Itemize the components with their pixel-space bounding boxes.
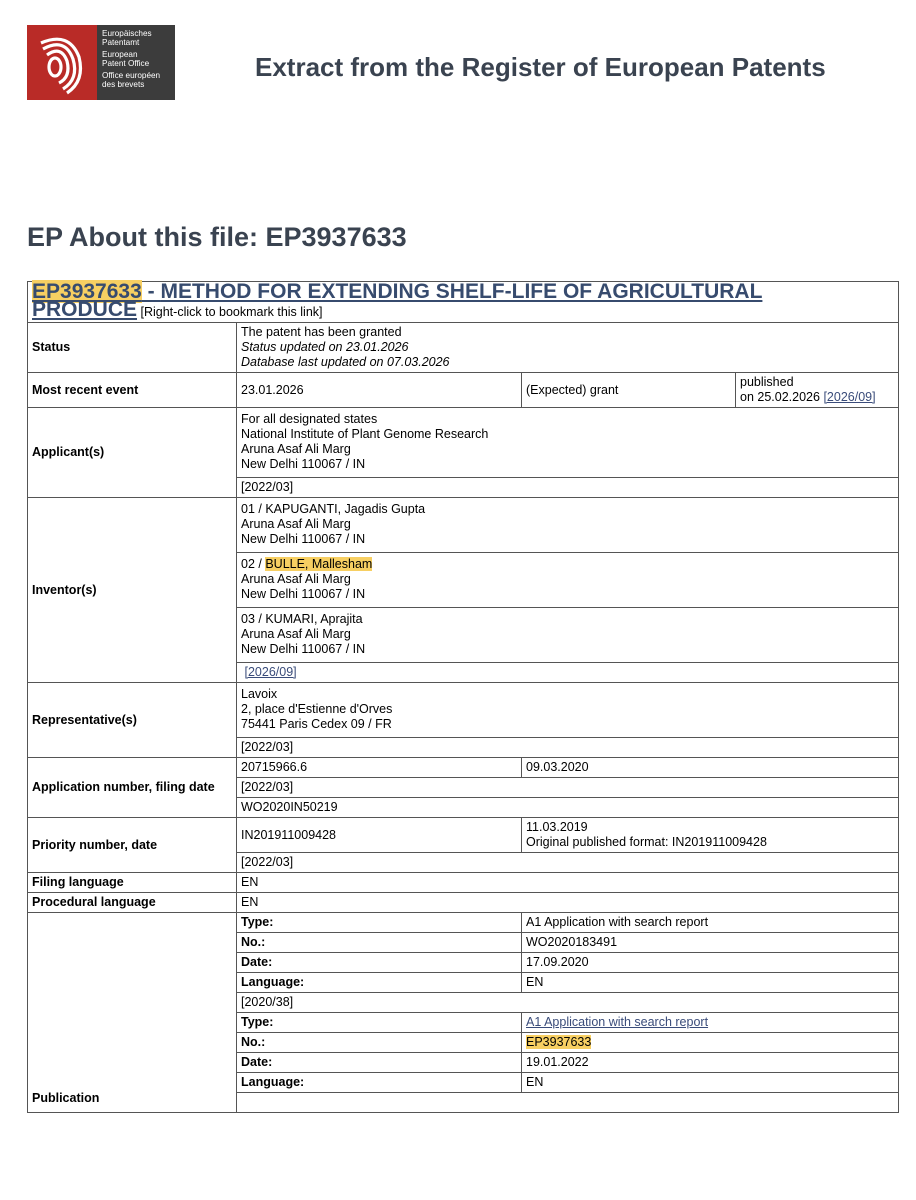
- inventor-ref: [237, 663, 899, 683]
- applicant-value: [237, 408, 899, 478]
- procedural-language-label: Procedural language: [28, 893, 237, 913]
- published-date: on 25.02.2026: [740, 390, 820, 404]
- pub-date-label: Date:: [237, 953, 522, 973]
- pub-no-label: No.:: [237, 1033, 522, 1053]
- inventor-address: Aruna Asaf Ali Marg: [241, 517, 351, 531]
- recent-event-date: 23.01.2026: [237, 373, 522, 408]
- pub-language-label: Language:: [237, 1073, 522, 1093]
- inventor-entry: [237, 553, 899, 608]
- patent-title-part2[interactable]: PRODUCE: [32, 298, 138, 321]
- inventor-address: New Delhi 110067 / IN: [241, 642, 366, 656]
- recent-event-published: [736, 373, 899, 408]
- pub-type-value: [522, 1013, 899, 1033]
- published-label: published: [740, 375, 794, 389]
- procedural-language-value: EN: [237, 893, 899, 913]
- application-wo-number: WO2020IN50219: [237, 798, 899, 818]
- priority-row: [28, 818, 899, 853]
- priority-date: 11.03.2019: [526, 820, 588, 834]
- logo-line: Patentamt: [102, 38, 140, 48]
- procedural-language-row: [28, 893, 899, 913]
- inventor-entry: [237, 498, 899, 553]
- priority-label: Priority number, date: [28, 818, 237, 873]
- priority-original-format: Original published format: IN201911009428: [526, 835, 767, 849]
- bulletin-link[interactable]: [2026/09]: [823, 390, 876, 404]
- applicant-row: [28, 408, 899, 478]
- pub-type-label: Type:: [237, 913, 522, 933]
- application-number: 20715966.6: [237, 758, 522, 778]
- logo-line: Office européen: [102, 70, 161, 80]
- database-updated: Database last updated on 07.03.2026: [241, 355, 450, 369]
- inventor-name-highlighted: BULLE, Mallesham: [265, 557, 373, 571]
- status-label: Status: [28, 323, 237, 373]
- patent-number[interactable]: EP3937633: [32, 280, 142, 303]
- applicant-label: Applicant(s): [28, 408, 237, 498]
- pub-type-link[interactable]: A1 Application with search report: [526, 1015, 709, 1029]
- section-title: EP About this file: EP3937633: [27, 222, 407, 252]
- inventor-address: New Delhi 110067 / IN: [241, 587, 366, 601]
- logo-line: Europäisches: [102, 29, 152, 38]
- recent-event-row: [28, 373, 899, 408]
- pub-no-value: WO2020183491: [522, 933, 899, 953]
- inventor-prefix: 03 /: [241, 612, 266, 626]
- pub-language-label: Language:: [237, 973, 522, 993]
- representative-ref: [2022/03]: [237, 738, 899, 758]
- applicant-line: Aruna Asaf Ali Marg: [241, 442, 351, 456]
- recent-event-name: (Expected) grant: [522, 373, 736, 408]
- status-updated: Status updated on 23.01.2026: [241, 340, 409, 354]
- filing-language-row: [28, 873, 899, 893]
- pub-date-value: 19.01.2022: [522, 1053, 899, 1073]
- representative-name: Lavoix: [241, 687, 278, 701]
- representative-address: 75441 Paris Cedex 09 / FR: [241, 717, 392, 731]
- application-ref: [2022/03]: [237, 778, 899, 798]
- pub-date-value: 17.09.2020: [522, 953, 899, 973]
- pub-date-label: Date:: [237, 1053, 522, 1073]
- applicant-line: New Delhi 110067 / IN: [241, 457, 366, 471]
- epo-logo-text: [97, 25, 175, 100]
- epo-swirl-icon: [33, 31, 93, 95]
- application-label: Application number, filing date: [28, 758, 237, 818]
- inventor-address: Aruna Asaf Ali Marg: [241, 572, 351, 586]
- status-row: [28, 323, 899, 373]
- publication-label: [28, 913, 237, 1113]
- inventor-prefix: 02 /: [241, 557, 266, 571]
- priority-number: IN201911009428: [237, 818, 522, 853]
- publication-ref: [2020/38]: [237, 993, 899, 1013]
- status-value: [237, 323, 899, 373]
- status-line: The patent has been granted: [241, 325, 402, 339]
- pub-number-highlighted: EP3937633: [526, 1035, 592, 1049]
- title-separator: -: [141, 280, 161, 303]
- logo-line: Patent Office: [102, 59, 150, 69]
- representative-address: 2, place d'Estienne d'Orves: [241, 702, 393, 716]
- applicant-ref: [2022/03]: [237, 478, 899, 498]
- pub-type-value: A1 Application with search report: [522, 913, 899, 933]
- title-cell: [28, 282, 899, 323]
- bookmark-note: [Right-click to bookmark this link]: [140, 305, 323, 319]
- patent-title-part1[interactable]: METHOD FOR EXTENDING SHELF-LIFE OF AGRICULTURAL: [160, 280, 763, 303]
- representative-label: Representative(s): [28, 683, 237, 758]
- applicant-line: For all designated states: [241, 412, 378, 426]
- representative-value: [237, 683, 899, 738]
- logo-line: des brevets: [102, 80, 145, 90]
- publication-label-text: Publication: [32, 1091, 100, 1105]
- publication-empty-cell: [237, 1093, 899, 1113]
- inventor-entry: [237, 608, 899, 663]
- title-row: [28, 282, 899, 323]
- applicant-name: National Institute of Plant Genome Research: [241, 427, 489, 441]
- inventor-label: Inventor(s): [28, 498, 237, 683]
- filing-language-label: Filing language: [28, 873, 237, 893]
- inventor-prefix: 01 /: [241, 502, 266, 516]
- logo-line: European: [102, 49, 138, 59]
- filing-language-value: EN: [237, 873, 899, 893]
- pub-no-label: No.:: [237, 933, 522, 953]
- application-row: [28, 758, 899, 778]
- priority-date-cell: [522, 818, 899, 853]
- recent-event-label: Most recent event: [28, 373, 237, 408]
- pub-type-label: Type:: [237, 1013, 522, 1033]
- register-table: [27, 281, 899, 1113]
- representative-row: [28, 683, 899, 738]
- page-header-title: Extract from the Register of European Patents: [255, 52, 826, 82]
- pub-no-value: [522, 1033, 899, 1053]
- inventor-name: KUMARI, Aprajita: [265, 612, 363, 626]
- inventor-address: Aruna Asaf Ali Marg: [241, 627, 351, 641]
- inventor-address: New Delhi 110067 / IN: [241, 532, 366, 546]
- pub-language-value: EN: [522, 973, 899, 993]
- publication-row: [28, 913, 899, 933]
- inventor-row: [28, 498, 899, 553]
- inventor-bulletin-link[interactable]: [2026/09]: [244, 665, 297, 679]
- epo-logo: [27, 25, 175, 100]
- pub-language-value: EN: [522, 1073, 899, 1093]
- priority-ref: [2022/03]: [237, 853, 899, 873]
- inventor-name: KAPUGANTI, Jagadis Gupta: [265, 502, 426, 516]
- application-date: 09.03.2020: [522, 758, 899, 778]
